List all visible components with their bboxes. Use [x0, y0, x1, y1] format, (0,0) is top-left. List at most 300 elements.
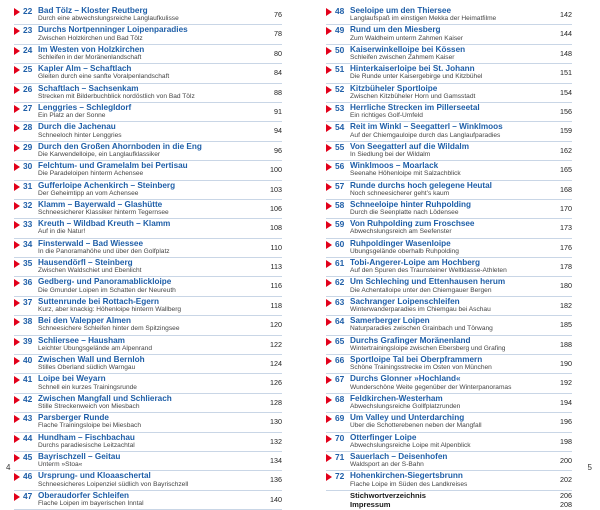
tour-number: 49 [335, 25, 345, 36]
page-ref: 122 [270, 339, 282, 349]
triangle-marker-icon [14, 202, 20, 210]
toc-entry[interactable] [14, 433, 282, 452]
tour-title: Parsberger Runde [38, 413, 109, 423]
tour-title: Hohenkirchen-Siegertsbrunn [350, 471, 463, 481]
tour-subtitle: Die Karwendelloipe, ein Langlaufklassiker [38, 150, 161, 158]
triangle-marker-icon [14, 66, 20, 74]
tour-title: Lenggries – Schlegldorf [38, 102, 132, 112]
tour-number: 50 [335, 44, 345, 55]
tour-number: 59 [335, 219, 345, 230]
tour-number: 70 [335, 432, 345, 443]
triangle-marker-icon [326, 144, 332, 152]
toc-entry[interactable] [14, 491, 282, 510]
toc-entry[interactable] [14, 297, 282, 316]
tour-number: 63 [335, 296, 345, 307]
tour-subtitle: Zwischen Waldschiet und Ebenlicht [38, 267, 142, 275]
tour-number: 34 [23, 238, 33, 249]
appendix-title: Impressum [350, 500, 391, 510]
page-ref: 84 [274, 68, 282, 78]
triangle-marker-icon [14, 27, 20, 35]
tour-subtitle: Winterwanderparadies im Chiemgau bei Aschau [350, 306, 491, 314]
triangle-marker-icon [326, 299, 332, 307]
toc-entry[interactable] [14, 258, 282, 277]
tour-subtitle: Zum Waldheim unterm Zahmen Kaiser [350, 34, 463, 42]
tour-subtitle: Schnell ein kurzes Trainingsrunde [38, 383, 137, 391]
tour-number: 71 [335, 451, 345, 462]
page-ref: 144 [560, 29, 572, 39]
triangle-marker-icon [14, 183, 20, 191]
tour-title: Bei den Valepper Almen [38, 316, 131, 326]
tour-number: 28 [23, 122, 33, 133]
page-ref: 120 [270, 320, 282, 330]
triangle-marker-icon [14, 299, 20, 307]
toc-entry[interactable] [326, 355, 572, 374]
toc-entry[interactable] [326, 142, 572, 161]
tour-subtitle: Durchs paradiesische Leitzachtal [38, 441, 135, 449]
tour-title: Klamm – Bayerwald – Glashütte [38, 199, 163, 209]
page-ref: 176 [560, 242, 572, 252]
toc-entry[interactable] [14, 25, 282, 44]
toc-entry[interactable] [14, 277, 282, 296]
tour-subtitle: Schneesichere Schleifen hinter dem Spitzingsee [38, 325, 180, 333]
tour-title: Herrliche Strecken im Pillerseetal [350, 102, 480, 112]
tour-number: 67 [335, 374, 345, 385]
tour-subtitle: Auf der Chiemgauloipe durch das Langlaufparadies [350, 131, 501, 139]
tour-subtitle: Leichter Übungsgelände am Alpenrand [38, 344, 153, 352]
triangle-marker-icon [14, 86, 20, 94]
triangle-marker-icon [14, 47, 20, 55]
tour-number: 38 [23, 316, 33, 327]
triangle-marker-icon [326, 338, 332, 346]
page-ref: 188 [560, 339, 572, 349]
toc-entry[interactable] [326, 161, 572, 180]
tour-subtitle: Über die Schotterebenen neben der Mangfall [350, 422, 482, 430]
tour-number: 25 [23, 64, 33, 75]
tour-title: Kitzbüheler Sportloipe [350, 83, 438, 93]
toc-entry[interactable] [14, 355, 282, 374]
tour-subtitle: Die Achentalloipe unter den Chiemgauer Bergen [350, 286, 492, 294]
triangle-marker-icon [326, 86, 332, 94]
page-ref: 94 [274, 126, 282, 136]
appendix-entry[interactable] [326, 491, 572, 501]
toc-entry[interactable] [326, 336, 572, 355]
page-ref: 76 [274, 10, 282, 19]
tour-subtitle: Gleiten durch eine sanfte Voralpenlandschaft [38, 73, 170, 81]
page-ref: 142 [560, 10, 572, 19]
toc-entry[interactable] [326, 200, 572, 219]
triangle-marker-icon [14, 415, 20, 423]
page-ref: 88 [274, 87, 282, 97]
triangle-marker-icon [14, 454, 20, 462]
tour-title: Zwischen Mangfall und Schlierach [38, 393, 172, 403]
triangle-marker-icon [14, 105, 20, 113]
tour-title: Durch den Großen Ahornboden in die Eng [38, 141, 202, 151]
toc-entry[interactable] [326, 452, 572, 471]
toc-entry[interactable] [326, 84, 572, 103]
toc-entry[interactable] [326, 103, 572, 122]
tour-title: Runde durchs hoch gelegene Heutal [350, 180, 492, 190]
toc-entry[interactable] [14, 471, 282, 490]
tour-number: 41 [23, 374, 33, 385]
tour-title: Oberaudorfer Schleifen [38, 490, 129, 500]
toc-entry[interactable] [14, 122, 282, 141]
triangle-marker-icon [326, 105, 332, 113]
triangle-marker-icon [326, 47, 332, 55]
triangle-marker-icon [14, 8, 20, 16]
triangle-marker-icon [326, 435, 332, 443]
triangle-marker-icon [326, 241, 332, 249]
toc-entry[interactable] [326, 413, 572, 432]
triangle-marker-icon [326, 279, 332, 287]
toc-entry[interactable] [14, 161, 282, 180]
page-ref: 190 [560, 359, 572, 369]
triangle-marker-icon [326, 221, 332, 229]
tour-title: Ruhpoldinger Wasenloipe [350, 238, 451, 248]
toc-entry[interactable] [326, 316, 572, 335]
toc-entry[interactable] [14, 316, 282, 335]
toc-entry[interactable] [326, 219, 572, 238]
triangle-marker-icon [326, 8, 332, 16]
tour-title: Bad Tölz – Kloster Reutberg [38, 6, 148, 15]
triangle-marker-icon [14, 260, 20, 268]
tour-subtitle: Übungsgelände oberhalb Ruhpolding [350, 247, 459, 255]
triangle-marker-icon [14, 493, 20, 501]
triangle-marker-icon [326, 318, 332, 326]
triangle-marker-icon [14, 144, 20, 152]
toc-entry[interactable] [14, 181, 282, 200]
tour-number: 44 [23, 432, 33, 443]
toc-entry[interactable] [326, 181, 572, 200]
page-ref: 173 [560, 223, 572, 233]
triangle-marker-icon [14, 221, 20, 229]
tour-number: 37 [23, 296, 33, 307]
tour-subtitle: Schleifen zwischen Zahmem Kaiser [350, 53, 455, 61]
triangle-marker-icon [326, 66, 332, 74]
tour-number: 46 [23, 471, 33, 482]
page-ref: 162 [560, 145, 572, 155]
triangle-marker-icon [14, 435, 20, 443]
toc-entry[interactable] [326, 258, 572, 277]
page-ref: 108 [270, 223, 282, 233]
tour-title: Zwischen Wall und Bernloh [38, 355, 145, 365]
page-ref: 200 [560, 455, 572, 465]
tour-title: Kreuth – Wildbad Kreuth – Klamm [38, 219, 171, 229]
triangle-marker-icon [326, 183, 332, 191]
tour-number: 69 [335, 413, 345, 424]
tour-number: 57 [335, 180, 345, 191]
tour-number: 65 [335, 335, 345, 346]
page-ref: 168 [560, 184, 572, 194]
toc-entry[interactable] [326, 394, 572, 413]
tour-number: 32 [23, 199, 33, 210]
triangle-marker-icon [326, 357, 332, 365]
tour-subtitle: Schneeloch hinter Lenggries [38, 131, 122, 139]
tour-number: 52 [335, 83, 345, 94]
tour-number: 51 [335, 64, 345, 75]
page-ref: 148 [560, 48, 572, 58]
triangle-marker-icon [14, 241, 20, 249]
tour-subtitle: Naturparadies zwischen Grainbach und Törwang [350, 325, 493, 333]
page-ref: 106 [270, 203, 282, 213]
tour-subtitle: Wintertrainingsloipe zwischen Ebersberg und Grafing [350, 344, 506, 352]
toc-entry[interactable] [326, 297, 572, 316]
tour-title: Durchs Grafinger Moränenland [350, 335, 471, 345]
tour-subtitle: Schneesicheres Loipenziel südlich von Bayrischzell [38, 480, 189, 488]
tour-subtitle: Flache Loipe im Süden des Landkreises [350, 480, 468, 488]
tour-title: Sportloipe Tal bei Oberpframmern [350, 355, 483, 365]
tour-subtitle: Strecken mit Bilderbuchblick nordöstlich von Bad Tölz [38, 92, 195, 100]
tour-subtitle: Zwischen Kitzbüheler Horn und Gamsstadt [350, 92, 476, 100]
toc-entry[interactable] [326, 239, 572, 258]
tour-number: 24 [23, 44, 33, 55]
toc-right-column [326, 6, 572, 510]
triangle-marker-icon [14, 124, 20, 132]
toc-entry[interactable] [326, 277, 572, 296]
page-ref: 194 [560, 397, 572, 407]
page-ref: 180 [560, 281, 572, 291]
tour-title: Finsterwald – Bad Wiessee [38, 238, 144, 248]
page-ref: 136 [270, 475, 282, 485]
toc-entry[interactable] [14, 142, 282, 161]
tour-subtitle: Wunderschöne Weite gegenüber der Winterpanoramas [350, 383, 512, 391]
tour-subtitle: Die Runde unter Kaisergebirge und Kitzbühel [350, 73, 483, 81]
triangle-marker-icon [326, 27, 332, 35]
toc-entry[interactable] [326, 25, 572, 44]
triangle-marker-icon [326, 396, 332, 404]
page-ref: 118 [270, 300, 282, 310]
tour-subtitle: Noch schneesicherer geht’s kaum [350, 189, 450, 197]
tour-title: Hinterkaiserloipe bei St. Johann [350, 64, 475, 74]
tour-title: Hausendörfl – Steinberg [38, 258, 133, 268]
toc-entry[interactable] [14, 413, 282, 432]
tour-title: Schaftlach – Sachsenkam [38, 83, 139, 93]
toc-entry[interactable] [326, 6, 572, 25]
page-ref: 130 [270, 417, 282, 427]
toc-entry[interactable] [14, 219, 282, 238]
tour-subtitle: In die Panoramahöhe und über den Golfplatz [38, 247, 170, 255]
toc-entry[interactable] [14, 452, 282, 471]
triangle-marker-icon [14, 473, 20, 481]
page-ref: 78 [274, 29, 282, 39]
toc-entry[interactable] [326, 64, 572, 83]
tour-title: Gufferloipe Achenkirch – Steinberg [38, 180, 176, 190]
page-ref: 156 [560, 106, 572, 116]
page-ref: 140 [270, 494, 282, 504]
toc-entry[interactable] [14, 84, 282, 103]
tour-subtitle: Flache Loipen im bayerischen Inntal [38, 499, 144, 507]
tour-title: Samerberger Loipen [350, 316, 430, 326]
tour-number: 23 [23, 25, 33, 36]
tour-number: 45 [23, 451, 33, 462]
page-ref: 198 [560, 436, 572, 446]
triangle-marker-icon [326, 454, 332, 462]
tour-title: Feldkirchen-Westerham [350, 393, 443, 403]
triangle-marker-icon [326, 473, 332, 481]
page-ref: 91 [274, 106, 282, 116]
page-ref: 124 [270, 359, 282, 369]
tour-title: Durchs Nortpenninger Loipenparadies [38, 25, 188, 35]
tour-subtitle: Durch die Seenplatte nach Lödensee [350, 209, 459, 217]
tour-number: 64 [335, 316, 345, 327]
tour-title: Seeloipe um den Thiersee [350, 6, 452, 15]
toc-entry[interactable] [14, 239, 282, 258]
triangle-marker-icon [14, 376, 20, 384]
tour-subtitle: Stilles Oberland südlich Warngau [38, 364, 136, 372]
page-ref: 159 [560, 126, 572, 136]
page-number-left: 4 [6, 463, 11, 472]
tour-number: 35 [23, 258, 33, 269]
tour-title: Suttenrunde bei Rottach-Egern [38, 296, 159, 306]
tour-number: 68 [335, 393, 345, 404]
page-ref: 110 [270, 242, 282, 252]
triangle-marker-icon [326, 376, 332, 384]
tour-number: 62 [335, 277, 345, 288]
tour-number: 47 [23, 490, 33, 501]
page-ref: 165 [560, 165, 572, 175]
tour-subtitle: Auf den Spuren des Traunsteiner Weltklasse-Athleten [350, 267, 507, 275]
toc-entry[interactable] [14, 45, 282, 64]
tour-subtitle: Flache Trainingsloipe bei Miesbach [38, 422, 141, 430]
triangle-marker-icon [326, 415, 332, 423]
appendix-entry[interactable] [326, 500, 572, 510]
triangle-marker-icon [326, 124, 332, 132]
tour-title: Sauerlach – Deisenhofen [350, 451, 448, 461]
tour-number: 31 [23, 180, 33, 191]
tour-number: 66 [335, 355, 345, 366]
tour-number: 30 [23, 161, 33, 172]
tour-number: 39 [23, 335, 33, 346]
page-ref: 132 [270, 436, 282, 446]
tour-subtitle: Die Gmunder Loipen im Schatten der Neureuth [38, 286, 176, 294]
tour-subtitle: Auf in die Natur! [38, 228, 86, 236]
toc-left-column [14, 6, 282, 510]
tour-number: 53 [335, 102, 345, 113]
tour-title: Loipe bei Weyarn [38, 374, 106, 384]
tour-number: 61 [335, 258, 345, 269]
page-ref: 206 [560, 490, 572, 500]
triangle-marker-icon [14, 318, 20, 326]
toc-entry[interactable] [14, 6, 282, 25]
tour-subtitle: Waldsport an der S-Bahn [350, 461, 424, 469]
page-ref: 178 [560, 262, 572, 272]
toc-entry[interactable] [14, 374, 282, 393]
tour-subtitle: Durch eine abwechslungsreiche Langlaufkulisse [38, 15, 179, 23]
triangle-marker-icon [14, 338, 20, 346]
tour-subtitle: Ein Platz an der Sonne [38, 112, 106, 120]
tour-title: Sachranger Loipenschleifen [350, 296, 460, 306]
tour-title: Schneeloipe hinter Ruhpolding [350, 199, 471, 209]
tour-subtitle: Unterm »Stoa« [38, 461, 83, 469]
page-ref: 202 [560, 475, 572, 485]
tour-number: 22 [23, 6, 33, 16]
tour-subtitle: Der Geheimtipp an vom Achensee [38, 189, 139, 197]
triangle-marker-icon [326, 202, 332, 210]
page-ref: 134 [270, 455, 282, 465]
tour-title: Felchtum- und Gramelalm bei Pertisau [38, 161, 188, 171]
appendix-title: Stichwortverzeichnis [350, 490, 426, 500]
tour-title: Rund um den Miesberg [350, 25, 441, 35]
tour-number: 27 [23, 102, 33, 113]
page-ref: 116 [270, 281, 282, 291]
toc-entry[interactable] [326, 122, 572, 141]
triangle-marker-icon [14, 396, 20, 404]
tour-title: Im Westen von Holzkirchen [38, 44, 145, 54]
tour-title: Ursprung- und Kloaaschertal [38, 471, 151, 481]
triangle-marker-icon [326, 260, 332, 268]
page-ref: 154 [560, 87, 572, 97]
page-ref: 100 [270, 165, 282, 175]
triangle-marker-icon [14, 357, 20, 365]
tour-title: Reit im Winkl – Seegatterl – Winklmoos [350, 122, 503, 132]
page-ref: 170 [560, 203, 572, 213]
tour-subtitle: Zwischen Holzkirchen und Bad Tölz [38, 34, 143, 42]
tour-subtitle: Schneesicherer Klassiker hinterm Tegernsee [38, 209, 169, 217]
tour-subtitle: Kurz, aber knackig: Höhenloipe hinterm Wallberg [38, 306, 182, 314]
triangle-marker-icon [14, 279, 20, 287]
page-ref: 126 [270, 378, 282, 388]
toc-entry[interactable] [14, 394, 282, 413]
toc-entry[interactable] [326, 433, 572, 452]
tour-title: Von Seegatterl auf die Wildalm [350, 141, 469, 151]
tour-subtitle: Langlaufspaß im einstigen Mekka der Heimatfilme [350, 15, 497, 23]
toc-entry[interactable] [14, 336, 282, 355]
tour-title: Durch die Jachenau [38, 122, 116, 132]
tour-number: 36 [23, 277, 33, 288]
triangle-marker-icon [14, 163, 20, 171]
page-ref: 113 [270, 262, 282, 272]
page-ref: 208 [560, 500, 572, 510]
page-ref: 196 [560, 417, 572, 427]
toc-entry[interactable] [326, 45, 572, 64]
tour-subtitle: Schleifen in der Moränenlandschaft [38, 53, 142, 61]
tour-number: 56 [335, 161, 345, 172]
tour-title: Bayrischzell – Geitau [38, 451, 121, 461]
tour-subtitle: Seenahe Höhenloipe mit Salzachblick [350, 170, 461, 178]
tour-title: Otterfinger Loipe [350, 432, 417, 442]
tour-number: 72 [335, 471, 345, 482]
page-ref: 128 [270, 397, 282, 407]
page-ref: 185 [560, 320, 572, 330]
tour-number: 58 [335, 199, 345, 210]
triangle-marker-icon [326, 163, 332, 171]
page-ref: 151 [560, 68, 572, 78]
toc-entry[interactable] [14, 103, 282, 122]
tour-subtitle: Stille Streckenweich von Miesbach [38, 403, 140, 410]
tour-number: 40 [23, 355, 33, 366]
page-ref: 80 [274, 48, 282, 58]
toc-entry[interactable] [326, 471, 572, 490]
tour-subtitle: Abwechslungsreiche Gollfplatzrunden [350, 403, 461, 410]
tour-subtitle: Die Paradeloipen hinterm Achensee [38, 170, 144, 178]
toc-entry[interactable] [326, 374, 572, 393]
tour-number: 55 [335, 141, 345, 152]
tour-title: Hundham – Fischbachau [38, 432, 135, 442]
tour-subtitle: In Siedlung bei der Wildalm [350, 150, 431, 158]
tour-subtitle: Abwechslungsreiche Loipe mit Alpenblick [350, 441, 471, 449]
tour-number: 29 [23, 141, 33, 152]
toc-entry[interactable] [14, 64, 282, 83]
tour-title: Von Ruhpolding zum Froschsee [350, 219, 475, 229]
tour-title: Gedberg- und Panoramablickloipe [38, 277, 172, 287]
tour-title: Um Schleching und Ettenhausen herum [350, 277, 506, 287]
toc-entry[interactable] [14, 200, 282, 219]
page-ref: 182 [560, 300, 572, 310]
page-ref: 192 [560, 378, 572, 388]
tour-number: 26 [23, 83, 33, 94]
tour-title: Winklmoos – Moarlack [350, 161, 439, 171]
tour-title: Tobi-Angerer-Loipe am Hochberg [350, 258, 480, 268]
page-ref: 96 [274, 145, 282, 155]
